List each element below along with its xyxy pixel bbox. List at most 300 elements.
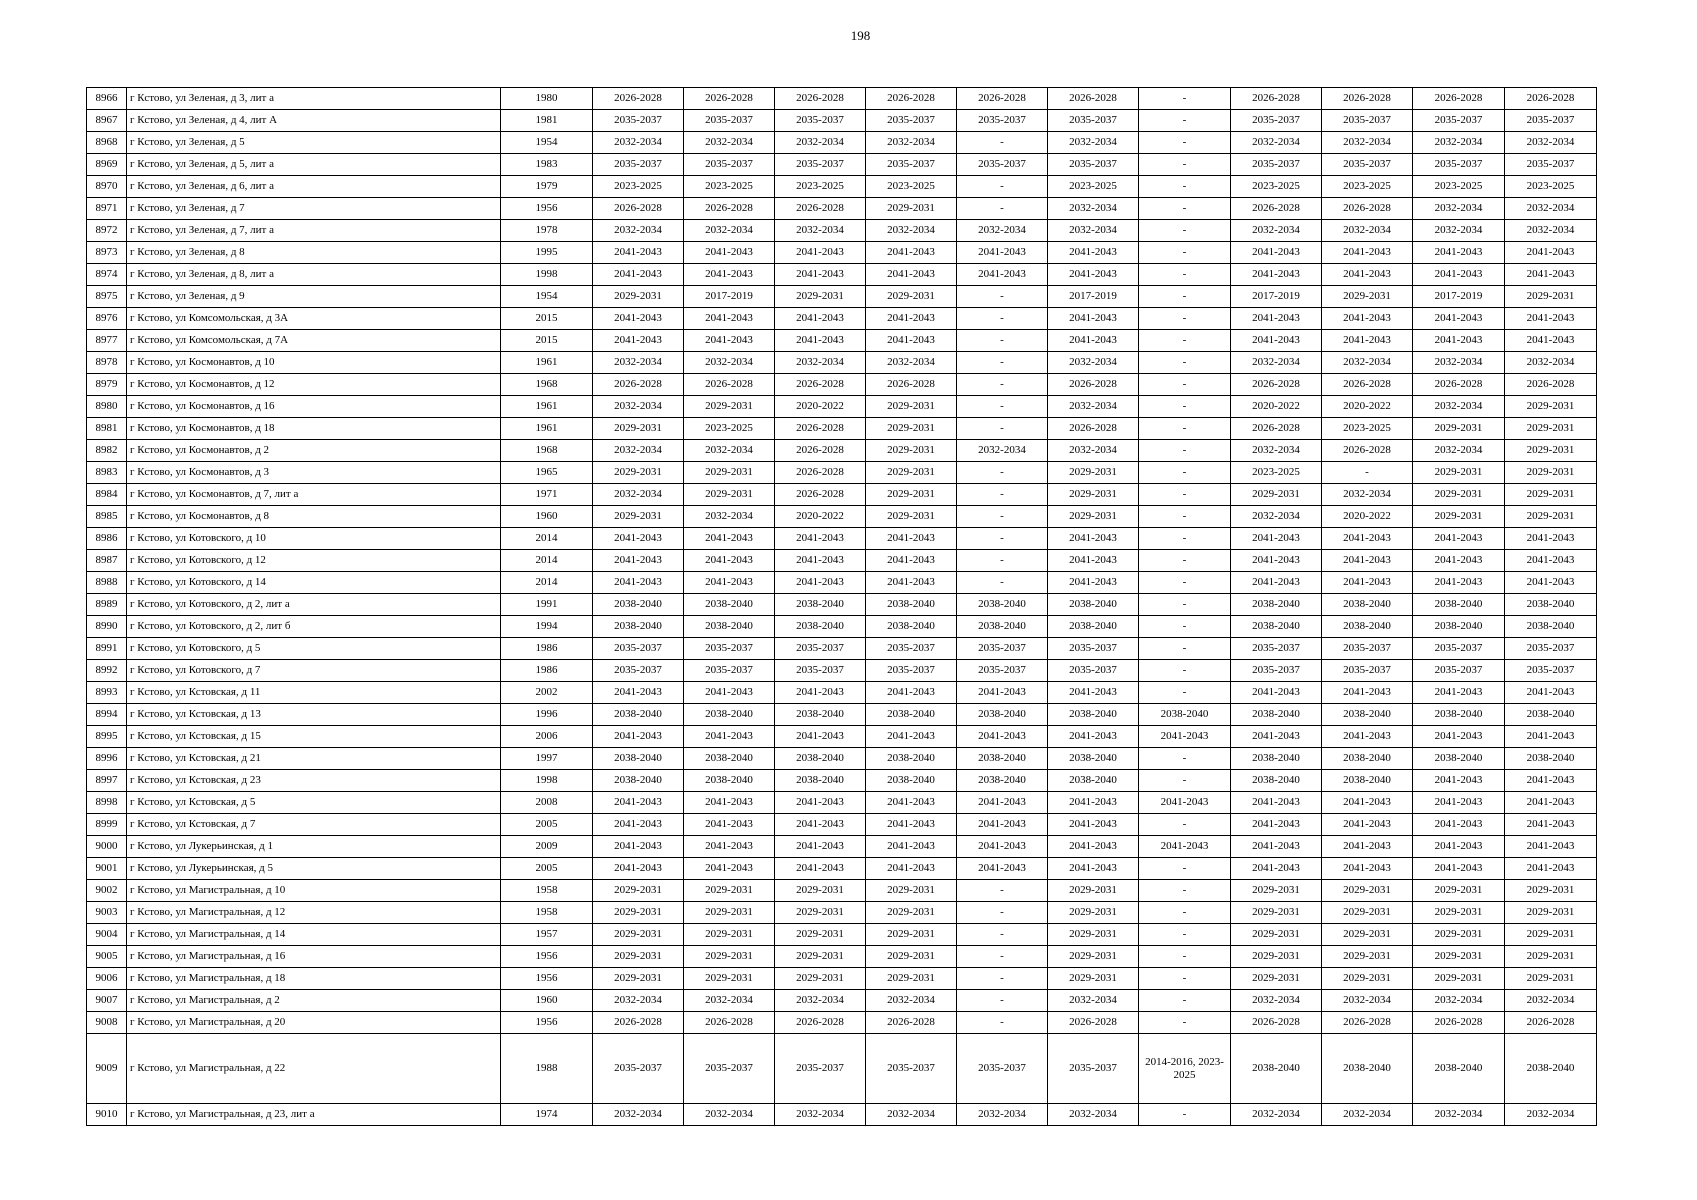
- period-cell: 2035-2037: [1413, 110, 1505, 132]
- period-cell: 2041-2043: [1231, 792, 1322, 814]
- row-number-cell: 9009: [87, 1034, 127, 1104]
- period-cell: 2026-2028: [957, 88, 1048, 110]
- period-cell: 2035-2037: [957, 110, 1048, 132]
- period-cell: 2032-2034: [1231, 1104, 1322, 1126]
- table-row: [87, 638, 1597, 660]
- row-number-cell: 9010: [87, 1104, 127, 1126]
- year-built-cell: 1981: [501, 110, 593, 132]
- period-cell: 2035-2037: [1505, 154, 1597, 176]
- period-cell: 2026-2028: [684, 198, 775, 220]
- period-cell: 2029-2031: [593, 462, 684, 484]
- period-cell: 2041-2043: [1413, 814, 1505, 836]
- period-cell: 2041-2043: [1505, 858, 1597, 880]
- year-built-cell: 1971: [501, 484, 593, 506]
- period-cell: 2029-2031: [1048, 880, 1139, 902]
- year-built-cell: 2015: [501, 330, 593, 352]
- period-cell: 2029-2031: [1505, 968, 1597, 990]
- period-cell: -: [1139, 132, 1231, 154]
- period-cell: -: [1139, 506, 1231, 528]
- period-cell: 2038-2040: [1231, 770, 1322, 792]
- period-cell: -: [1139, 528, 1231, 550]
- period-cell: 2029-2031: [593, 418, 684, 440]
- period-cell: -: [1139, 264, 1231, 286]
- address-cell: г Кстово, ул Зеленая, д 7, лит а: [127, 220, 501, 242]
- row-number-cell: 9000: [87, 836, 127, 858]
- period-cell: 2032-2034: [1322, 1104, 1413, 1126]
- period-cell: 2032-2034: [1413, 132, 1505, 154]
- period-cell: 2038-2040: [1048, 616, 1139, 638]
- address-cell: г Кстово, ул Котовского, д 14: [127, 572, 501, 594]
- period-cell: 2023-2025: [684, 418, 775, 440]
- period-cell: -: [957, 968, 1048, 990]
- period-cell: 2032-2034: [1413, 396, 1505, 418]
- period-cell: 2041-2043: [1231, 682, 1322, 704]
- period-cell: 2041-2043: [684, 572, 775, 594]
- period-cell: 2032-2034: [1413, 990, 1505, 1012]
- year-built-cell: 2005: [501, 858, 593, 880]
- period-cell: 2032-2034: [593, 484, 684, 506]
- period-cell: 2041-2043: [1322, 264, 1413, 286]
- address-cell: г Кстово, ул Магистральная, д 16: [127, 946, 501, 968]
- period-cell: 2038-2040: [957, 704, 1048, 726]
- row-number-cell: 9005: [87, 946, 127, 968]
- period-cell: 2041-2043: [1505, 770, 1597, 792]
- table-row: [87, 1034, 1597, 1104]
- period-cell: 2020-2022: [775, 506, 866, 528]
- period-cell: 2038-2040: [1505, 748, 1597, 770]
- period-cell: 2032-2034: [1322, 484, 1413, 506]
- period-cell: -: [1139, 154, 1231, 176]
- period-cell: 2029-2031: [866, 484, 957, 506]
- year-built-cell: 1998: [501, 770, 593, 792]
- table-row: [87, 990, 1597, 1012]
- period-cell: 2032-2034: [1048, 1104, 1139, 1126]
- table-row: [87, 132, 1597, 154]
- period-cell: 2032-2034: [1048, 440, 1139, 462]
- period-cell: 2038-2040: [1231, 704, 1322, 726]
- period-cell: 2038-2040: [775, 594, 866, 616]
- period-cell: 2035-2037: [957, 1034, 1048, 1104]
- period-cell: 2032-2034: [684, 352, 775, 374]
- period-cell: 2029-2031: [684, 462, 775, 484]
- year-built-cell: 1997: [501, 748, 593, 770]
- period-cell: 2032-2034: [775, 1104, 866, 1126]
- period-cell: 2041-2043: [684, 726, 775, 748]
- year-built-cell: 1958: [501, 880, 593, 902]
- period-cell: 2041-2043: [1048, 572, 1139, 594]
- row-number-cell: 8968: [87, 132, 127, 154]
- table-row: [87, 330, 1597, 352]
- period-cell: -: [957, 396, 1048, 418]
- period-cell: 2026-2028: [1231, 418, 1322, 440]
- period-cell: 2041-2043: [1322, 242, 1413, 264]
- period-cell: 2035-2037: [1505, 110, 1597, 132]
- period-cell: 2032-2034: [593, 1104, 684, 1126]
- period-cell: 2026-2028: [593, 1012, 684, 1034]
- row-number-cell: 8999: [87, 814, 127, 836]
- period-cell: 2041-2043: [957, 792, 1048, 814]
- period-cell: 2041-2043: [866, 726, 957, 748]
- table-row: [87, 506, 1597, 528]
- period-cell: 2029-2031: [1413, 946, 1505, 968]
- period-cell: 2035-2037: [684, 1034, 775, 1104]
- address-cell: г Кстово, ул Космонавтов, д 12: [127, 374, 501, 396]
- period-cell: 2041-2043: [684, 264, 775, 286]
- period-cell: 2041-2043: [866, 572, 957, 594]
- period-cell: 2032-2034: [1231, 990, 1322, 1012]
- period-cell: 2032-2034: [1413, 440, 1505, 462]
- period-cell: 2029-2031: [593, 286, 684, 308]
- year-built-cell: 2002: [501, 682, 593, 704]
- period-cell: 2029-2031: [866, 440, 957, 462]
- year-built-cell: 1954: [501, 286, 593, 308]
- period-cell: 2038-2040: [775, 704, 866, 726]
- period-cell: -: [1139, 858, 1231, 880]
- period-cell: 2032-2034: [1231, 220, 1322, 242]
- period-cell: 2035-2037: [1231, 638, 1322, 660]
- period-cell: 2029-2031: [866, 924, 957, 946]
- year-built-cell: 1954: [501, 132, 593, 154]
- period-cell: 2041-2043: [684, 836, 775, 858]
- period-cell: 2032-2034: [866, 220, 957, 242]
- year-built-cell: 1980: [501, 88, 593, 110]
- period-cell: -: [1139, 572, 1231, 594]
- period-cell: 2029-2031: [1048, 462, 1139, 484]
- year-built-cell: 1994: [501, 616, 593, 638]
- period-cell: 2026-2028: [593, 88, 684, 110]
- period-cell: 2032-2034: [684, 506, 775, 528]
- period-cell: 2029-2031: [1322, 968, 1413, 990]
- table-row: [87, 374, 1597, 396]
- address-cell: г Кстово, ул Космонавтов, д 18: [127, 418, 501, 440]
- period-cell: 2023-2025: [1413, 176, 1505, 198]
- address-cell: г Кстово, ул Кстовская, д 13: [127, 704, 501, 726]
- period-cell: 2026-2028: [684, 374, 775, 396]
- period-cell: 2029-2031: [866, 880, 957, 902]
- period-cell: 2035-2037: [1231, 660, 1322, 682]
- period-cell: 2041-2043: [1048, 330, 1139, 352]
- table-row: [87, 1012, 1597, 1034]
- period-cell: -: [1139, 814, 1231, 836]
- period-cell: 2038-2040: [1505, 594, 1597, 616]
- address-cell: г Кстово, ул Кстовская, д 15: [127, 726, 501, 748]
- period-cell: 2041-2043: [1505, 308, 1597, 330]
- period-cell: 2035-2037: [684, 638, 775, 660]
- table-row: [87, 396, 1597, 418]
- period-cell: 2029-2031: [593, 924, 684, 946]
- address-cell: г Кстово, ул Котовского, д 7: [127, 660, 501, 682]
- year-built-cell: 1986: [501, 638, 593, 660]
- period-cell: 2026-2028: [866, 374, 957, 396]
- year-built-cell: 2014: [501, 550, 593, 572]
- period-cell: 2041-2043: [1413, 792, 1505, 814]
- period-cell: 2029-2031: [866, 462, 957, 484]
- period-cell: 2038-2040: [1413, 594, 1505, 616]
- period-cell: 2041-2043: [775, 330, 866, 352]
- period-cell: -: [957, 462, 1048, 484]
- period-cell: 2041-2043: [957, 726, 1048, 748]
- period-cell: 2041-2043: [1413, 682, 1505, 704]
- period-cell: 2029-2031: [1505, 924, 1597, 946]
- row-number-cell: 8973: [87, 242, 127, 264]
- period-cell: 2041-2043: [866, 528, 957, 550]
- period-cell: 2035-2037: [1322, 638, 1413, 660]
- year-built-cell: 1961: [501, 418, 593, 440]
- address-cell: г Кстово, ул Магистральная, д 10: [127, 880, 501, 902]
- row-number-cell: 8980: [87, 396, 127, 418]
- period-cell: -: [1139, 594, 1231, 616]
- period-cell: 2032-2034: [684, 220, 775, 242]
- period-cell: 2041-2043: [1322, 330, 1413, 352]
- period-cell: 2029-2031: [1231, 902, 1322, 924]
- period-cell: 2029-2031: [1231, 946, 1322, 968]
- period-cell: 2029-2031: [1413, 462, 1505, 484]
- period-cell: 2041-2043: [866, 264, 957, 286]
- period-cell: 2038-2040: [684, 748, 775, 770]
- period-cell: 2032-2034: [1322, 220, 1413, 242]
- table-row: [87, 176, 1597, 198]
- period-cell: 2020-2022: [1322, 396, 1413, 418]
- period-cell: 2026-2028: [1231, 88, 1322, 110]
- period-cell: 2041-2043: [1048, 550, 1139, 572]
- year-built-cell: 2005: [501, 814, 593, 836]
- period-cell: 2026-2028: [1322, 374, 1413, 396]
- address-cell: г Кстово, ул Кстовская, д 23: [127, 770, 501, 792]
- period-cell: 2038-2040: [593, 704, 684, 726]
- period-cell: -: [1139, 990, 1231, 1012]
- period-cell: 2035-2037: [957, 638, 1048, 660]
- period-cell: 2023-2025: [1322, 418, 1413, 440]
- period-cell: -: [1139, 440, 1231, 462]
- period-cell: -: [957, 550, 1048, 572]
- period-cell: 2029-2031: [1413, 924, 1505, 946]
- year-built-cell: 1965: [501, 462, 593, 484]
- period-cell: 2032-2034: [593, 220, 684, 242]
- year-built-cell: 2009: [501, 836, 593, 858]
- period-cell: 2029-2031: [775, 902, 866, 924]
- row-number-cell: 8972: [87, 220, 127, 242]
- period-cell: 2038-2040: [775, 770, 866, 792]
- period-cell: 2038-2040: [1322, 594, 1413, 616]
- period-cell: 2023-2025: [866, 176, 957, 198]
- period-cell: 2029-2031: [866, 396, 957, 418]
- period-cell: 2041-2043: [775, 242, 866, 264]
- period-cell: 2029-2031: [1231, 968, 1322, 990]
- period-cell: 2032-2034: [1231, 506, 1322, 528]
- period-cell: 2041-2043: [957, 858, 1048, 880]
- period-cell: -: [957, 374, 1048, 396]
- row-number-cell: 8998: [87, 792, 127, 814]
- period-cell: 2029-2031: [866, 902, 957, 924]
- period-cell: -: [957, 330, 1048, 352]
- period-cell: 2041-2043: [1413, 528, 1505, 550]
- period-cell: 2041-2043: [593, 330, 684, 352]
- period-cell: 2041-2043: [957, 264, 1048, 286]
- period-cell: 2038-2040: [1048, 748, 1139, 770]
- period-cell: 2032-2034: [1505, 352, 1597, 374]
- period-cell: 2032-2034: [593, 990, 684, 1012]
- period-cell: 2029-2031: [1322, 946, 1413, 968]
- period-cell: 2038-2040: [1413, 616, 1505, 638]
- period-cell: 2041-2043: [1322, 726, 1413, 748]
- period-cell: -: [957, 990, 1048, 1012]
- year-built-cell: 2006: [501, 726, 593, 748]
- period-cell: 2041-2043: [1322, 572, 1413, 594]
- period-cell: 2041-2043: [866, 792, 957, 814]
- period-cell: 2041-2043: [1505, 726, 1597, 748]
- period-cell: 2023-2025: [1231, 462, 1322, 484]
- period-cell: 2041-2043: [775, 572, 866, 594]
- period-cell: 2041-2043: [684, 330, 775, 352]
- period-cell: 2032-2034: [1231, 440, 1322, 462]
- period-cell: 2038-2040: [1413, 704, 1505, 726]
- period-cell: 2032-2034: [684, 1104, 775, 1126]
- row-number-cell: 8983: [87, 462, 127, 484]
- period-cell: -: [1139, 242, 1231, 264]
- period-cell: 2041-2043: [593, 792, 684, 814]
- period-cell: 2035-2037: [1048, 638, 1139, 660]
- period-cell: 2041-2043: [866, 330, 957, 352]
- period-cell: 2032-2034: [866, 1104, 957, 1126]
- period-cell: 2041-2043: [866, 858, 957, 880]
- period-cell: 2041-2043: [1505, 550, 1597, 572]
- row-number-cell: 8978: [87, 352, 127, 374]
- period-cell: 2038-2040: [1413, 748, 1505, 770]
- table-row: [87, 286, 1597, 308]
- period-cell: 2029-2031: [684, 484, 775, 506]
- period-cell: 2041-2043: [1048, 242, 1139, 264]
- period-cell: 2029-2031: [1413, 968, 1505, 990]
- period-cell: 2035-2037: [1231, 110, 1322, 132]
- period-cell: 2032-2034: [684, 132, 775, 154]
- address-cell: г Кстово, ул Космонавтов, д 3: [127, 462, 501, 484]
- period-cell: 2029-2031: [1505, 418, 1597, 440]
- period-cell: 2029-2031: [866, 198, 957, 220]
- address-cell: г Кстово, ул Магистральная, д 20: [127, 1012, 501, 1034]
- year-built-cell: 1968: [501, 440, 593, 462]
- table-row: [87, 770, 1597, 792]
- period-cell: 2041-2043: [1505, 264, 1597, 286]
- period-cell: -: [1139, 198, 1231, 220]
- period-cell: 2038-2040: [593, 770, 684, 792]
- period-cell: 2041-2043: [957, 242, 1048, 264]
- period-cell: 2017-2019: [1231, 286, 1322, 308]
- period-cell: 2041-2043: [1505, 242, 1597, 264]
- period-cell: 2038-2040: [1505, 1034, 1597, 1104]
- row-number-cell: 8981: [87, 418, 127, 440]
- period-cell: 2041-2043: [1231, 858, 1322, 880]
- period-cell: -: [1322, 462, 1413, 484]
- address-cell: г Кстово, ул Космонавтов, д 7, лит а: [127, 484, 501, 506]
- period-cell: 2041-2043: [1139, 792, 1231, 814]
- address-cell: г Кстово, ул Зеленая, д 5: [127, 132, 501, 154]
- period-cell: 2029-2031: [1048, 946, 1139, 968]
- table-row: [87, 154, 1597, 176]
- period-cell: -: [957, 484, 1048, 506]
- year-built-cell: 2008: [501, 792, 593, 814]
- address-cell: г Кстово, ул Космонавтов, д 16: [127, 396, 501, 418]
- period-cell: -: [1139, 484, 1231, 506]
- period-cell: 2032-2034: [1505, 198, 1597, 220]
- period-cell: 2041-2043: [1048, 814, 1139, 836]
- period-cell: 2029-2031: [775, 924, 866, 946]
- period-cell: 2032-2034: [775, 220, 866, 242]
- table-row: [87, 572, 1597, 594]
- period-cell: 2041-2043: [593, 528, 684, 550]
- period-cell: 2038-2040: [775, 748, 866, 770]
- period-cell: 2029-2031: [866, 506, 957, 528]
- period-cell: 2032-2034: [866, 990, 957, 1012]
- period-cell: 2023-2025: [593, 176, 684, 198]
- period-cell: 2032-2034: [1413, 198, 1505, 220]
- period-cell: 2029-2031: [1231, 880, 1322, 902]
- period-cell: -: [1139, 616, 1231, 638]
- period-cell: 2029-2031: [1505, 396, 1597, 418]
- period-cell: 2035-2037: [775, 110, 866, 132]
- period-cell: 2041-2043: [1322, 550, 1413, 572]
- period-cell: 2041-2043: [684, 814, 775, 836]
- row-number-cell: 8991: [87, 638, 127, 660]
- table-row: [87, 242, 1597, 264]
- period-cell: 2026-2028: [1322, 88, 1413, 110]
- period-cell: 2038-2040: [866, 616, 957, 638]
- period-cell: 2035-2037: [593, 154, 684, 176]
- period-cell: 2041-2043: [684, 792, 775, 814]
- period-cell: 2032-2034: [1505, 132, 1597, 154]
- period-cell: 2032-2034: [775, 990, 866, 1012]
- period-cell: -: [1139, 946, 1231, 968]
- period-cell: -: [957, 1012, 1048, 1034]
- period-cell: 2035-2037: [866, 1034, 957, 1104]
- year-built-cell: 1956: [501, 968, 593, 990]
- address-cell: г Кстово, ул Зеленая, д 6, лит а: [127, 176, 501, 198]
- period-cell: 2026-2028: [1231, 198, 1322, 220]
- period-cell: 2020-2022: [775, 396, 866, 418]
- period-cell: 2041-2043: [775, 792, 866, 814]
- period-cell: -: [957, 132, 1048, 154]
- year-built-cell: 1979: [501, 176, 593, 198]
- period-cell: 2041-2043: [1413, 770, 1505, 792]
- period-cell: 2035-2037: [866, 638, 957, 660]
- period-cell: 2035-2037: [593, 110, 684, 132]
- period-cell: 2029-2031: [1413, 506, 1505, 528]
- address-cell: г Кстово, ул Лукерьинская, д 5: [127, 858, 501, 880]
- period-cell: 2029-2031: [1322, 902, 1413, 924]
- period-cell: 2041-2043: [1322, 836, 1413, 858]
- period-cell: 2041-2043: [1139, 836, 1231, 858]
- period-cell: 2029-2031: [1413, 418, 1505, 440]
- period-cell: 2041-2043: [593, 572, 684, 594]
- period-cell: 2041-2043: [684, 528, 775, 550]
- period-cell: 2041-2043: [593, 682, 684, 704]
- period-cell: -: [1139, 176, 1231, 198]
- period-cell: 2041-2043: [1231, 836, 1322, 858]
- period-cell: 2032-2034: [1413, 220, 1505, 242]
- period-cell: 2029-2031: [1413, 880, 1505, 902]
- row-number-cell: 8993: [87, 682, 127, 704]
- row-number-cell: 8990: [87, 616, 127, 638]
- period-cell: 2041-2043: [775, 308, 866, 330]
- period-cell: 2035-2037: [866, 110, 957, 132]
- period-cell: 2041-2043: [1413, 330, 1505, 352]
- period-cell: 2035-2037: [1322, 660, 1413, 682]
- period-cell: 2041-2043: [593, 550, 684, 572]
- period-cell: 2026-2028: [684, 88, 775, 110]
- period-cell: 2026-2028: [1505, 374, 1597, 396]
- period-cell: 2020-2022: [1322, 506, 1413, 528]
- address-cell: г Кстово, ул Зеленая, д 8: [127, 242, 501, 264]
- period-cell: -: [957, 418, 1048, 440]
